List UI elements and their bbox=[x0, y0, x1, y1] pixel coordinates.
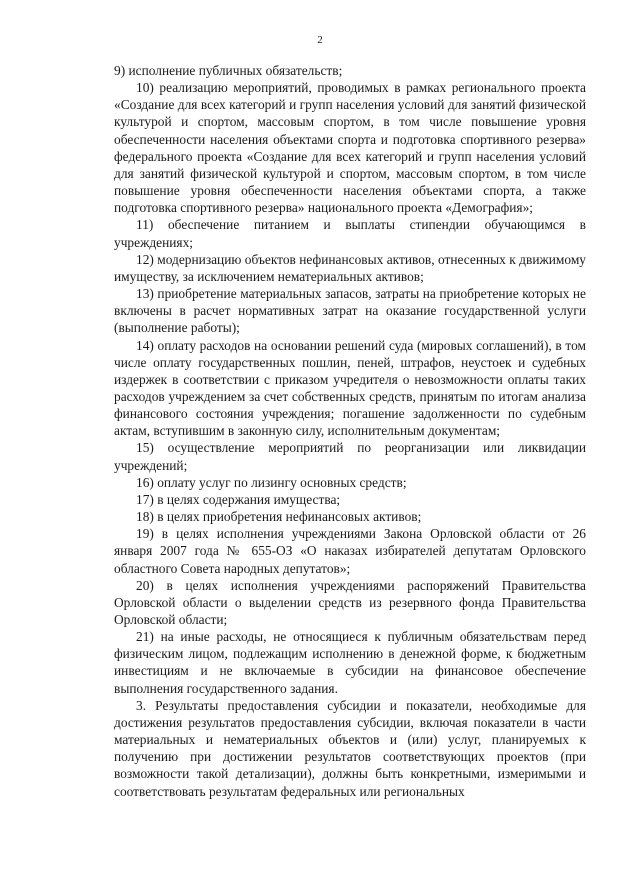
paragraph-14: 14) оплату расходов на основании решений суда (мировых соглашений), в том числе оплату государственных пошлин, пеней, штрафов, неустоек и судебных издержек в соответствии с приказом учредителя о невозможности оплаты таких расходов учреждением за счет собственных средств, принятым по итогам анализа финансового состояния учреждения; погашение задолженности по судебным актам, вступившим в законную силу, исполнительным документам; bbox=[114, 337, 586, 439]
paragraph-9: 9) исполнение публичных обязательств; bbox=[114, 63, 343, 78]
paragraph-16: 16) оплату услуг по лизингу основных средств; bbox=[136, 474, 407, 490]
paragraph-13: 13) приобретение материальных запасов, затраты на приобретение которых не включены в расчет нормативных затрат на оказание государственной услуги (выполнение работы); bbox=[114, 286, 586, 336]
paragraph-17: 17) в целях содержания имущества; bbox=[136, 491, 341, 507]
paragraph-19: 19) в целях исполнения учреждениями Закона Орловской области от 26 января 2007 года № 655-ОЗ «О наказах избирателей депутатам Орловского областного Совета народных депутатов»; bbox=[114, 526, 586, 576]
section-3-paragraph: 3. Результаты предоставления субсидии и показатели, необходимые для достижения результатов предоставления субсидии, включая показатели в части материальных и нематериальных объектов и (или) услуг, планируемых к получению при достижении результатов соответствующих проектов (при возможности такой детализации), должны быть конкретными, измеримыми и соответствовать результатам федеральных или региональных bbox=[114, 697, 586, 799]
document-body bbox=[114, 62, 586, 800]
paragraph-18: 18) в целях приобретения нефинансовых активов; bbox=[136, 509, 422, 525]
paragraph-21: 21) на иные расходы, не относящиеся к публичным обязательствам перед физическим лицом, подлежащим исполнению в денежной форме, к бюджетным инвестициям и не включаемые в субсидии на финансовое обеспечение выполнения государственного задания. bbox=[114, 629, 586, 696]
paragraph-12: 12) модернизацию объектов нефинансовых активов, отнесенных к движимому имуществу, за исключением нематериальных активов; bbox=[114, 251, 586, 284]
page-number: 2 bbox=[317, 34, 323, 46]
paragraph-11: 11) обеспечение питанием и выплаты стипендии обучающимся в учреждениях; bbox=[114, 217, 586, 250]
paragraph-10: 10) реализацию мероприятий, проводимых в рамках регионального проекта «Создание для всех категорий и групп населения условий для занятий физической культурой и спортом, массовым спортом, в том числе повышение уровня обеспеченности населения объектами спорта и подготовка спортивного резерва» федерального проекта «Создание для всех категорий и групп населения условий для занятий физической культурой и спортом, массовым спортом, в том числе повышение уровня обеспеченности населения объектами спорта, а также подготовка спортивного резерва» национального проекта «Демография»; bbox=[114, 80, 586, 216]
paragraph-20: 20) в целях исполнения учреждениями распоряжений Правительства Орловской области о выделении средств из резервного фонда Правительства Орловской области; bbox=[114, 577, 586, 627]
paragraph-15: 15) осуществление мероприятий по реорганизации или ликвидации учреждений; bbox=[114, 440, 586, 473]
